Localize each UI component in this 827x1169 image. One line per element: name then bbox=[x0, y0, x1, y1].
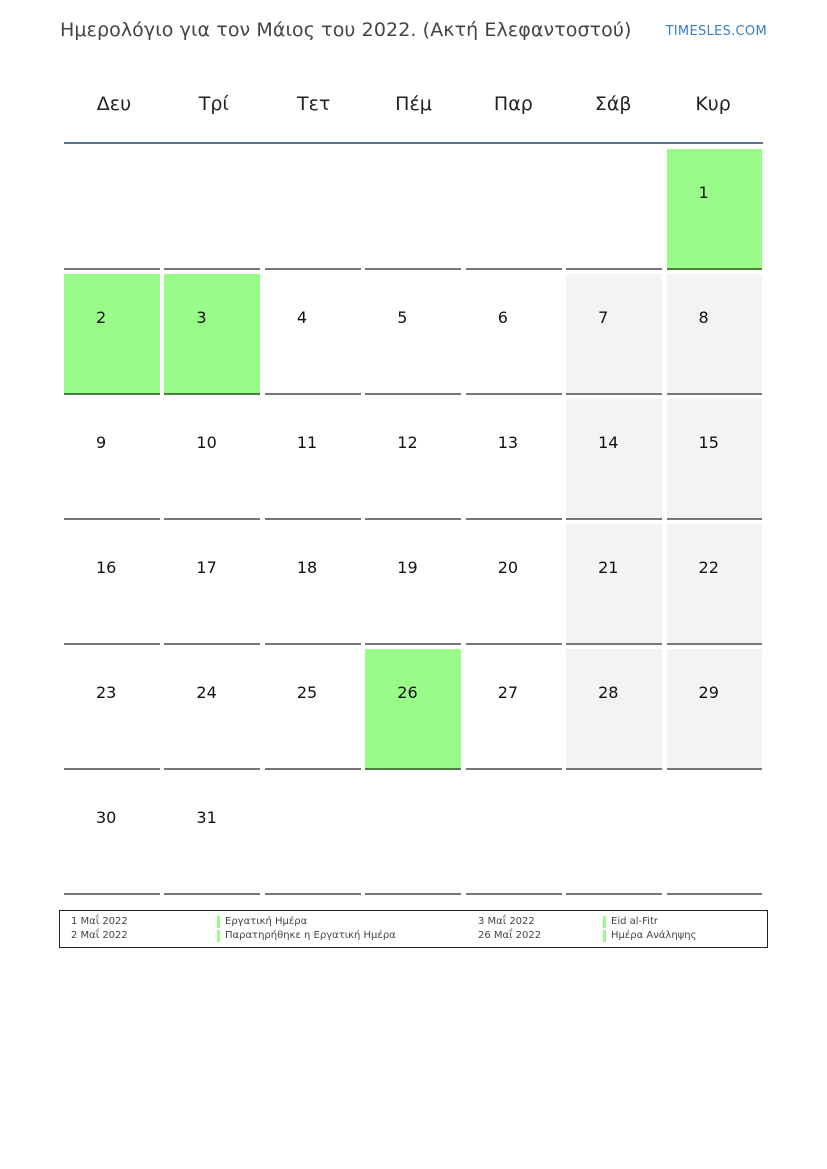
day-cell-empty bbox=[365, 774, 461, 895]
day-cell-empty bbox=[466, 149, 562, 270]
calendar-week bbox=[64, 399, 767, 520]
brand-logo-text[interactable]: TIMESLES.COM bbox=[665, 24, 767, 39]
day-number: 22 bbox=[698, 558, 719, 577]
day-cell[interactable] bbox=[64, 774, 160, 895]
day-cell[interactable] bbox=[265, 649, 361, 770]
day-cell-weekend[interactable] bbox=[667, 274, 763, 395]
day-cell-empty bbox=[466, 774, 562, 895]
day-cell-empty bbox=[164, 149, 260, 270]
day-cell[interactable] bbox=[365, 399, 461, 520]
day-cell[interactable] bbox=[265, 524, 361, 645]
day-cell-empty bbox=[365, 149, 461, 270]
legend-color-marker bbox=[603, 930, 606, 942]
weekday-tue: Τρί bbox=[198, 93, 229, 115]
day-number: 11 bbox=[296, 433, 318, 452]
day-number: 14 bbox=[598, 433, 619, 452]
day-cell-weekend[interactable] bbox=[566, 274, 662, 395]
weekday-mon: Δευ bbox=[96, 93, 132, 115]
day-cell-empty bbox=[265, 149, 361, 270]
weekday-wed: Τετ bbox=[296, 93, 331, 115]
day-cell[interactable] bbox=[164, 524, 260, 645]
day-cell[interactable] bbox=[164, 399, 260, 520]
day-cell-holiday[interactable] bbox=[667, 149, 763, 270]
day-cell-holiday[interactable] bbox=[365, 649, 461, 770]
day-cell-weekend[interactable] bbox=[566, 649, 662, 770]
day-cell-weekend[interactable] bbox=[667, 399, 763, 520]
day-number: 9 bbox=[96, 433, 107, 452]
day-cell-weekend[interactable] bbox=[566, 399, 662, 520]
day-number: 1 bbox=[698, 183, 709, 202]
day-cell[interactable] bbox=[365, 524, 461, 645]
calendar-week bbox=[64, 274, 767, 395]
day-cell[interactable] bbox=[64, 649, 160, 770]
legend-date: 1 Μαΐ 2022 bbox=[71, 916, 128, 927]
day-number: 15 bbox=[698, 433, 719, 452]
day-number: 26 bbox=[397, 683, 418, 702]
day-cell[interactable] bbox=[265, 399, 361, 520]
day-number: 21 bbox=[598, 558, 619, 577]
day-number: 27 bbox=[497, 683, 519, 702]
day-cell-weekend[interactable] bbox=[566, 524, 662, 645]
day-cell-empty bbox=[265, 774, 361, 895]
day-cell[interactable] bbox=[64, 399, 160, 520]
day-number: 16 bbox=[96, 558, 117, 577]
day-cell-empty bbox=[64, 149, 160, 270]
day-cell-empty bbox=[566, 149, 662, 270]
page-title: Ημερολόγιο για τον Μάιος του 2022. (Ακτή Ελεφαντοστού) bbox=[60, 19, 632, 41]
day-cell-weekend[interactable] bbox=[667, 524, 763, 645]
day-cell[interactable] bbox=[466, 274, 562, 395]
legend-date: 3 Μαΐ 2022 bbox=[478, 916, 535, 927]
weekday-thu: Πέμ bbox=[395, 93, 432, 115]
day-cell[interactable] bbox=[466, 649, 562, 770]
weekday-sun: Κυρ bbox=[695, 93, 731, 115]
day-number: 7 bbox=[598, 308, 609, 327]
legend-holiday-name: Εργατική Ημέρα bbox=[225, 916, 308, 927]
day-cell[interactable] bbox=[265, 274, 361, 395]
holiday-legend bbox=[59, 910, 768, 948]
calendar-week bbox=[64, 649, 767, 770]
day-number: 2 bbox=[96, 308, 107, 327]
weekday-fri: Παρ bbox=[493, 93, 533, 115]
day-number: 28 bbox=[598, 683, 619, 702]
day-number: 13 bbox=[497, 433, 519, 452]
day-number: 23 bbox=[96, 683, 117, 702]
day-number: 5 bbox=[397, 308, 408, 327]
day-cell[interactable] bbox=[466, 399, 562, 520]
day-number: 17 bbox=[196, 558, 217, 577]
day-cell[interactable] bbox=[466, 524, 562, 645]
header-divider bbox=[64, 142, 763, 144]
day-number: 25 bbox=[296, 683, 318, 702]
calendar-week bbox=[64, 149, 767, 270]
weekday-header-row bbox=[64, 80, 763, 128]
day-number: 29 bbox=[698, 683, 719, 702]
day-cell[interactable] bbox=[365, 274, 461, 395]
day-number: 12 bbox=[397, 433, 418, 452]
day-cell[interactable] bbox=[64, 524, 160, 645]
legend-date: 2 Μαΐ 2022 bbox=[71, 930, 128, 941]
day-cell-empty bbox=[566, 774, 662, 895]
calendar-grid bbox=[64, 149, 767, 899]
day-number: 31 bbox=[196, 808, 217, 827]
day-cell-weekend[interactable] bbox=[667, 649, 763, 770]
day-cell-holiday[interactable] bbox=[164, 274, 260, 395]
weekday-sat: Σάβ bbox=[594, 93, 632, 115]
day-number: 3 bbox=[196, 308, 207, 327]
legend-date: 26 Μαΐ 2022 bbox=[478, 930, 542, 941]
day-number: 18 bbox=[296, 558, 318, 577]
day-cell-holiday[interactable] bbox=[64, 274, 160, 395]
legend-holiday-name: Eid al-Fitr bbox=[611, 916, 658, 927]
day-cell[interactable] bbox=[164, 774, 260, 895]
legend-color-marker bbox=[603, 916, 606, 928]
day-cell[interactable] bbox=[164, 649, 260, 770]
calendar-week bbox=[64, 774, 767, 895]
legend-color-marker bbox=[217, 916, 220, 928]
day-number: 19 bbox=[397, 558, 418, 577]
day-cell-empty bbox=[667, 774, 763, 895]
day-number: 8 bbox=[698, 308, 709, 327]
day-number: 6 bbox=[497, 308, 508, 327]
day-number: 30 bbox=[96, 808, 117, 827]
day-number: 4 bbox=[296, 308, 308, 327]
day-number: 10 bbox=[196, 433, 217, 452]
legend-color-marker bbox=[217, 930, 220, 942]
legend-holiday-name: Ημέρα Ανάληψης bbox=[611, 930, 697, 941]
legend-holiday-name: Παρατηρήθηκε η Εργατική Ημέρα bbox=[225, 930, 396, 941]
calendar-week bbox=[64, 524, 767, 645]
day-number: 24 bbox=[196, 683, 217, 702]
day-number: 20 bbox=[497, 558, 519, 577]
